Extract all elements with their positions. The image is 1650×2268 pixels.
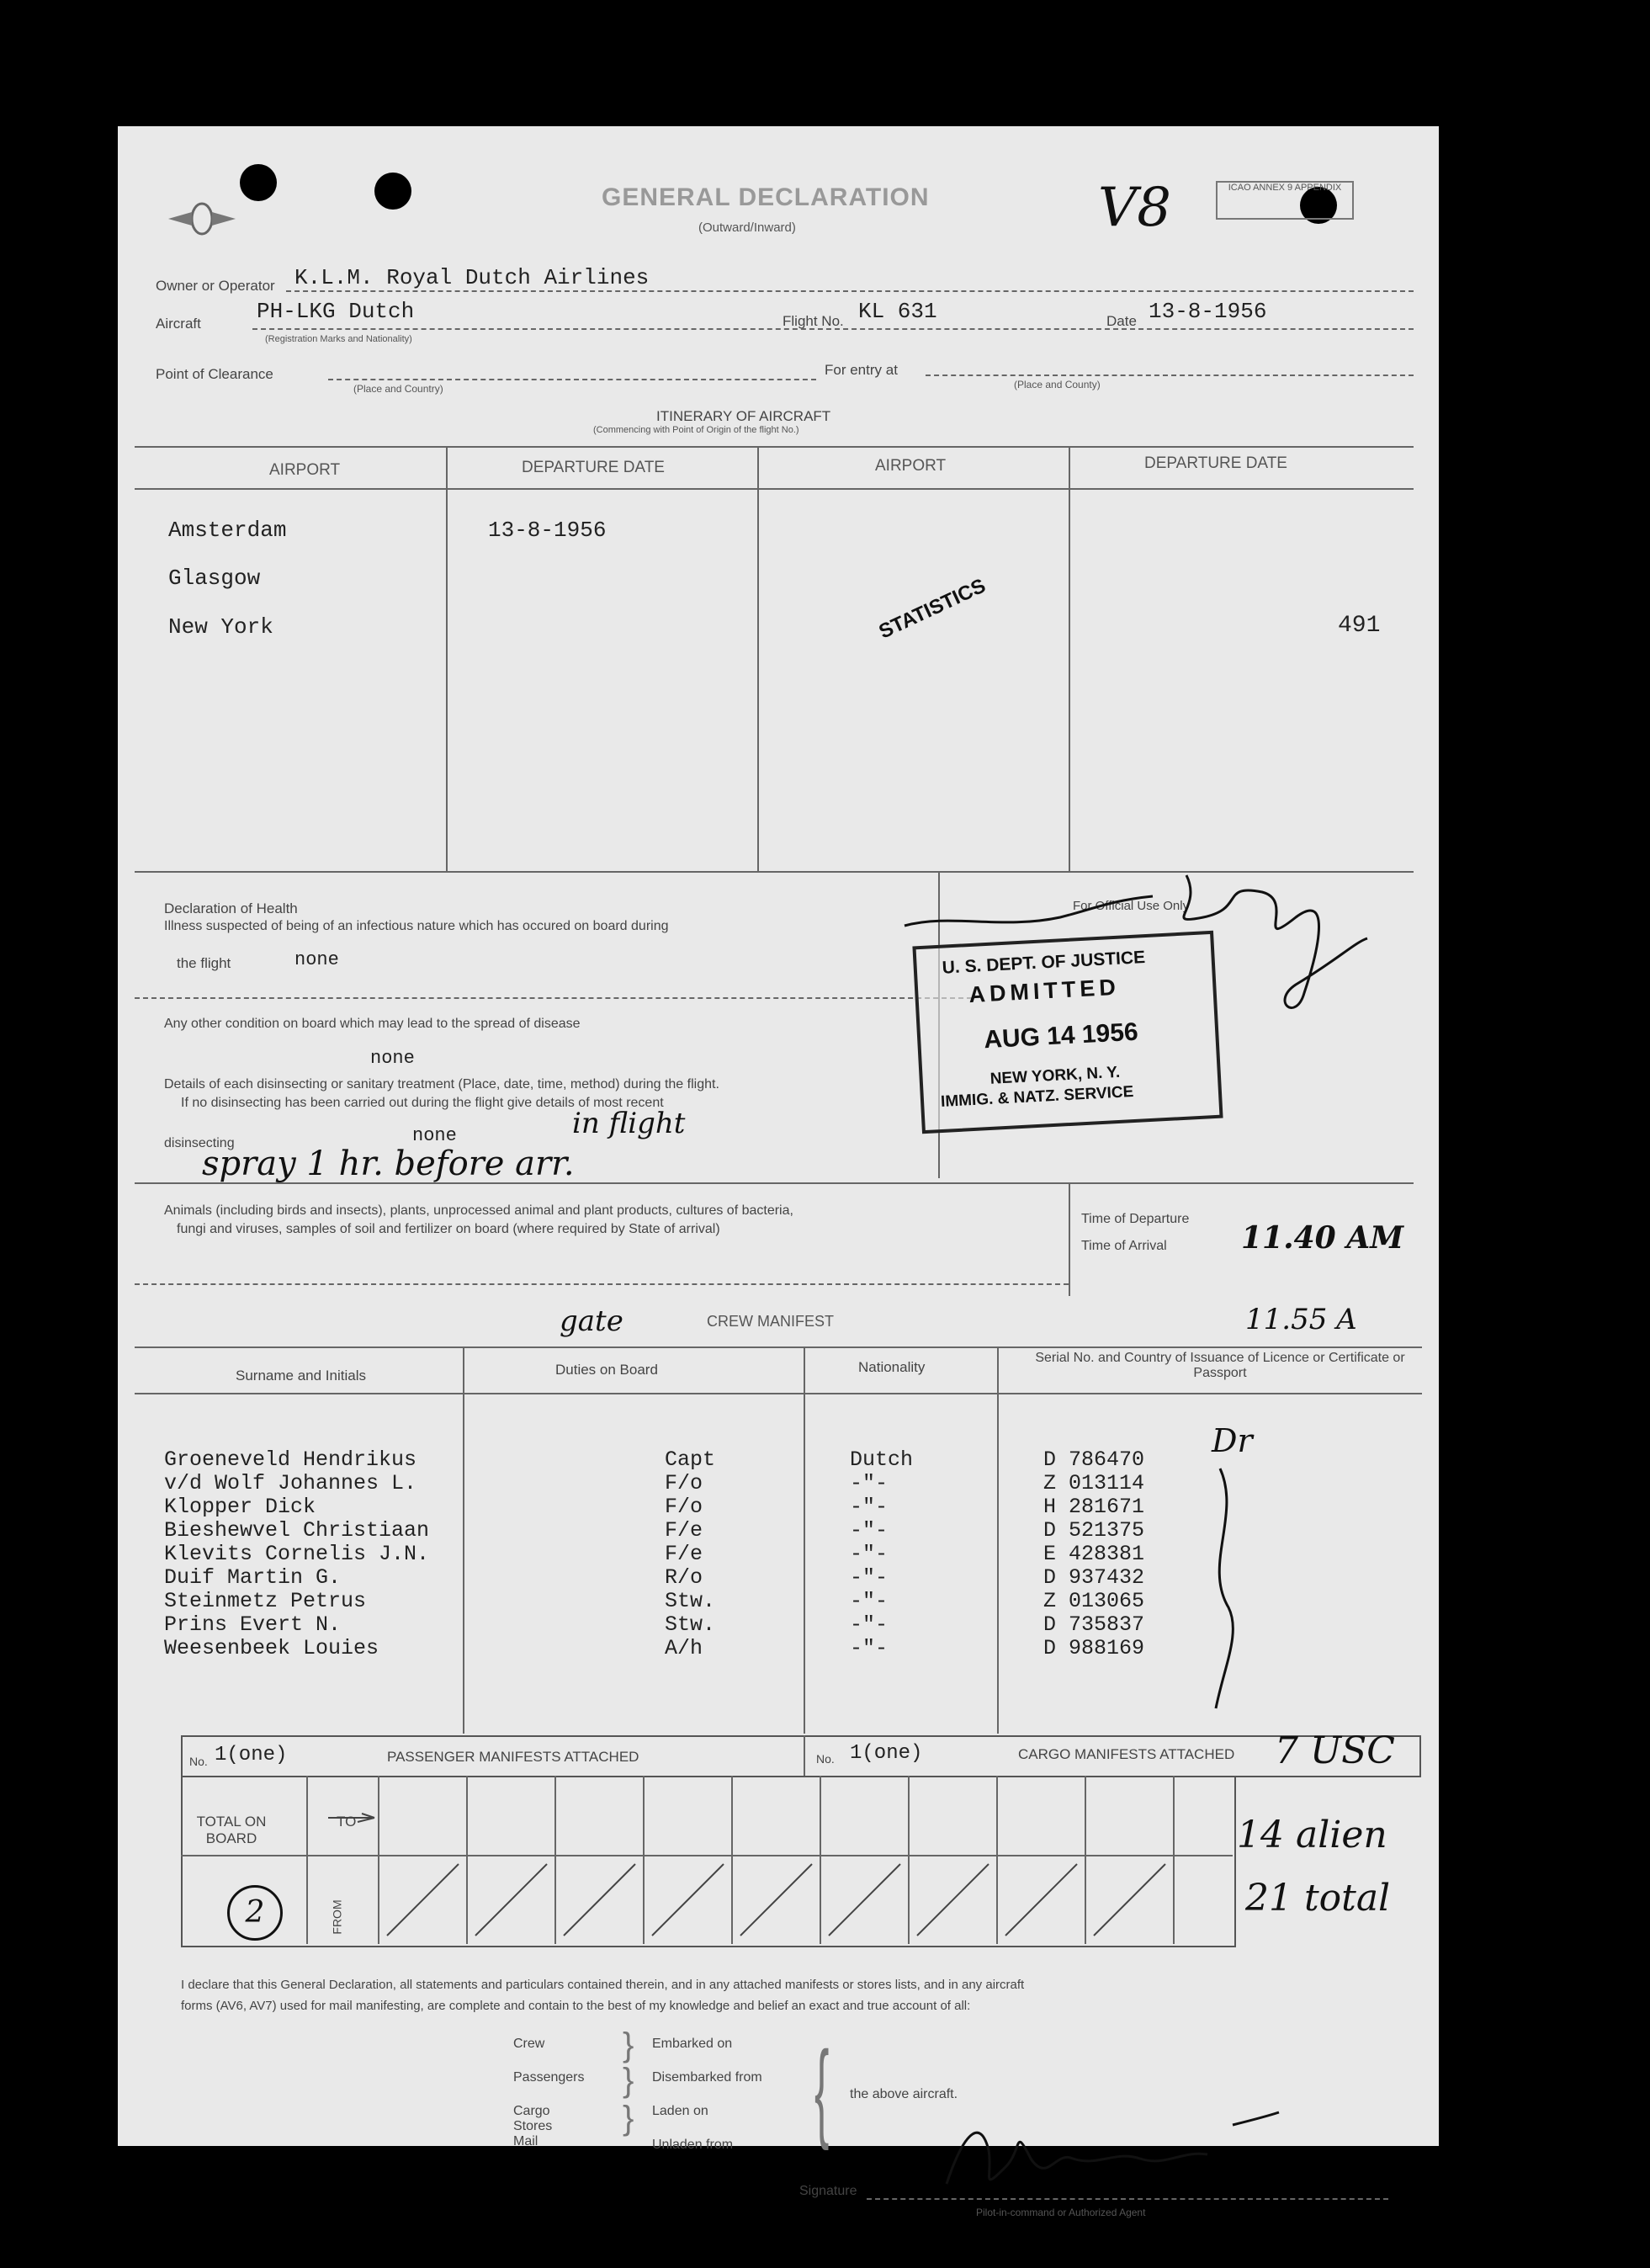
crew-nationality: -"- (850, 1589, 889, 1613)
passenger-no-label: No. (189, 1755, 208, 1768)
crew-name: Bieshewvel Christiaan (164, 1518, 430, 1543)
to-label: TO (337, 1814, 357, 1830)
crew-nationality: -"- (850, 1565, 889, 1590)
crew-name: Steinmetz Petrus (164, 1589, 367, 1613)
declaration-text-2: forms (AV6, AV7) used for mail manifesting, are complete and contain to the best of my knowledge and belief an exact and true account of all: (181, 1999, 971, 2013)
crew-duty: Stw. (665, 1589, 716, 1613)
crew-serial: H 281671 (1043, 1495, 1145, 1519)
crew-serial: E 428381 (1043, 1542, 1145, 1566)
crew-name: v/d Wolf Johannes L. (164, 1471, 417, 1495)
crew-serial: D 786470 (1043, 1447, 1145, 1472)
handwritten-usc: 7 USC (1275, 1729, 1395, 1772)
crew-name: Duif Martin G. (164, 1565, 342, 1590)
crew-serial: Z 013065 (1043, 1589, 1145, 1613)
clearance-hint: (Place and Country) (353, 383, 443, 395)
decl-crew: Crew (513, 2037, 545, 2051)
decl-aircraft-text: the above aircraft. (850, 2087, 958, 2101)
cargo-manifest-label: CARGO MANIFESTS ATTACHED (1018, 1746, 1235, 1762)
decl-disembarked: Disembarked from (652, 2070, 762, 2085)
decl-cargo: Cargo (513, 2104, 550, 2118)
date-value: 13-8-1956 (1149, 299, 1267, 324)
crew-duty: F/o (665, 1495, 703, 1519)
punch-hole (374, 173, 411, 210)
crew-name: Prins Evert N. (164, 1612, 342, 1637)
crew-duty: F/e (665, 1518, 703, 1543)
itinerary-airport-1: Amsterdam (168, 518, 287, 543)
crew-name: Klopper Dick (164, 1495, 316, 1519)
crew-serial: D 937432 (1043, 1565, 1145, 1590)
date-label: Date (1106, 313, 1137, 329)
clearance-label: Point of Clearance (156, 366, 273, 382)
col-airport-2: AIRPORT (875, 457, 947, 475)
cargo-no-label: No. (816, 1752, 835, 1766)
crew-name: Groeneveld Hendrikus (164, 1447, 417, 1472)
handwritten-time: 11.55 A (1245, 1303, 1357, 1336)
stamp-line-2: ADMITTED (968, 974, 1121, 1008)
icao-annex-box: ICAO ANNEX 9 APPENDIX (1216, 181, 1354, 220)
crew-name: Klevits Cornelis J.N. (164, 1542, 430, 1566)
total-on-board-value: 2 (227, 1885, 283, 1941)
col-serial: Serial No. and Country of Issuance of Licence or Certificate or Passport (1035, 1351, 1405, 1380)
decl-brace-left-3: } (623, 2100, 634, 2137)
crew-nationality: -"- (850, 1495, 889, 1519)
col-airport-1: AIRPORT (269, 461, 341, 479)
crew-name: Weesenbeek Louies (164, 1636, 379, 1660)
owner-value: K.L.M. Royal Dutch Airlines (294, 265, 650, 290)
crew-duty: F/o (665, 1471, 703, 1495)
crew-duty: R/o (665, 1565, 703, 1590)
disinsecting-label: disinsecting (164, 1136, 235, 1150)
disinfect-label-2: If no disinsecting has been carried out during the flight give details of most recent (181, 1096, 664, 1110)
itinerary-subtitle: (Commencing with Point of Origin of the flight No.) (593, 425, 799, 435)
signature-hint: Pilot-in-command or Authorized Agent (976, 2207, 1146, 2218)
crew-nationality: -"- (850, 1636, 889, 1660)
entry-hint: (Place and County) (1014, 379, 1101, 390)
crew-nationality: -"- (850, 1518, 889, 1543)
official-use-label: For Official Use Only (1073, 899, 1190, 913)
animals-text-2: fungi and viruses, samples of soil and fertilizer on board (where required by State of arrival) (177, 1222, 720, 1236)
pilot-signature (930, 2100, 1283, 2201)
health-title: Declaration of Health (164, 900, 298, 916)
officer-signature-scrawl (900, 867, 1371, 1027)
handwritten-spray-note: spray 1 hr. before arr. (202, 1145, 575, 1183)
handwritten-total: 21 total (1245, 1877, 1391, 1920)
illness-label: Illness suspected of being of an infectious nature which has occured on board during (164, 919, 669, 933)
illness-value: none (294, 949, 339, 970)
flight-no-label: Flight No. (783, 313, 844, 329)
crew-nationality: -"- (850, 1612, 889, 1637)
decl-brace-left-2: } (623, 2062, 634, 2099)
pilot-signature-text (942, 2129, 947, 2130)
other-condition-label: Any other condition on board which may lead to the spread of disease (164, 1017, 581, 1031)
arrival-time-label: Time of Arrival (1081, 1239, 1167, 1253)
decl-embarked: Embarked on (652, 2037, 733, 2051)
handwritten-alien: 14 alien (1237, 1814, 1387, 1856)
from-label: FROM (330, 1899, 344, 1935)
crew-nationality: -"- (850, 1471, 889, 1495)
crew-serial: D 735837 (1043, 1612, 1145, 1637)
crew-nationality: Dutch (850, 1447, 914, 1472)
handwritten-dr: Dr (1212, 1422, 1253, 1459)
col-duties: Duties on Board (555, 1362, 658, 1378)
aircraft-value: PH-LKG Dutch (257, 299, 415, 324)
cargo-manifest-count: 1(one) (850, 1742, 923, 1765)
stamp-line-1: U. S. DEPT. OF JUSTICE (942, 948, 1146, 978)
form-subtitle: (Outward/Inward) (698, 220, 796, 235)
decl-big-brace: { (814, 2028, 830, 2151)
klm-logo-icon (164, 194, 240, 244)
handwritten-in-flight: in flight (572, 1107, 686, 1140)
crew-duty: F/e (665, 1542, 703, 1566)
crew-nationality: -"- (850, 1542, 889, 1566)
passenger-manifest-count: 1(one) (215, 1744, 288, 1766)
itinerary-airport-3: New York (168, 614, 273, 640)
col-departure-1: DEPARTURE DATE (522, 459, 665, 476)
crew-serial: D 521375 (1043, 1518, 1145, 1543)
handwritten-bracket (1195, 1464, 1245, 1717)
punch-hole (240, 164, 277, 201)
owner-label: Owner or Operator (156, 278, 275, 294)
itinerary-title: ITINERARY OF AIRCRAFT (656, 408, 831, 424)
departure-time-label: Time of Departure (1081, 1212, 1190, 1226)
stamp-line-4: NEW YORK, N. Y. (989, 1063, 1121, 1088)
decl-unladen: Unladen from (652, 2138, 734, 2152)
crew-duty: A/h (665, 1636, 703, 1660)
passenger-manifest-label: PASSENGER MANIFESTS ATTACHED (387, 1749, 639, 1765)
decl-stores: Stores (513, 2119, 553, 2133)
itinerary-airport-2: Glasgow (168, 566, 261, 591)
crew-duty: Capt (665, 1447, 716, 1472)
handwritten-gate: gate (560, 1304, 623, 1338)
stamp-line-3: AUG 14 1956 (983, 1017, 1139, 1054)
statistics-stamp: STATISTICS (875, 574, 989, 644)
declaration-sheet (118, 126, 1439, 2218)
arrival-time-value: 11.40 AM (1241, 1220, 1404, 1256)
decl-mail: Mail (513, 2134, 539, 2148)
crew-duty: Stw. (665, 1612, 716, 1637)
declaration-text-1: I declare that this General Declaration, all statements and particulars contained therein, and in any attached manifests or stores lists, and in any aircraft (181, 1978, 1025, 1992)
disinfect-label: Details of each disinsecting or sanitary treatment (Place, date, time, method) during the flight. (164, 1077, 719, 1092)
col-surname: Surname and Initials (236, 1368, 366, 1384)
col-departure-2: DEPARTURE DATE (1144, 454, 1287, 472)
crew-title: CREW MANIFEST (707, 1313, 834, 1330)
flight-label: the flight (177, 955, 231, 971)
decl-brace-left: } (623, 2026, 634, 2064)
manifest-box (181, 1735, 1421, 1777)
animals-text-1: Animals (including birds and insects), plants, unprocessed animal and plant products, cultures of bacteria, (164, 1203, 793, 1218)
crew-serial: D 988169 (1043, 1636, 1145, 1660)
totals-grid-lines (181, 1776, 1233, 1944)
total-on-board-label: TOTAL ON BOARD (196, 1814, 267, 1846)
aircraft-hint: (Registration Marks and Nationality) (265, 334, 412, 344)
itinerary-number: 491 (1338, 613, 1381, 639)
form-title: GENERAL DECLARATION (602, 183, 930, 211)
signature-label: Signature (799, 2184, 857, 2198)
flight-no-value: KL 631 (858, 299, 937, 324)
decl-laden: Laden on (652, 2104, 708, 2118)
disinsecting-value: none (412, 1125, 457, 1146)
crew-serial: Z 013114 (1043, 1471, 1145, 1495)
decl-passengers: Passengers (513, 2070, 585, 2085)
itinerary-departure-date: 13-8-1956 (488, 518, 607, 543)
entry-label: For entry at (825, 362, 898, 378)
handwritten-mark: V8 (1098, 177, 1171, 239)
stamp-line-5: IMMIG. & NATZ. SERVICE (940, 1083, 1134, 1111)
col-nationality: Nationality (858, 1359, 926, 1375)
other-condition-value: none (370, 1048, 415, 1069)
aircraft-label: Aircraft (156, 316, 201, 332)
